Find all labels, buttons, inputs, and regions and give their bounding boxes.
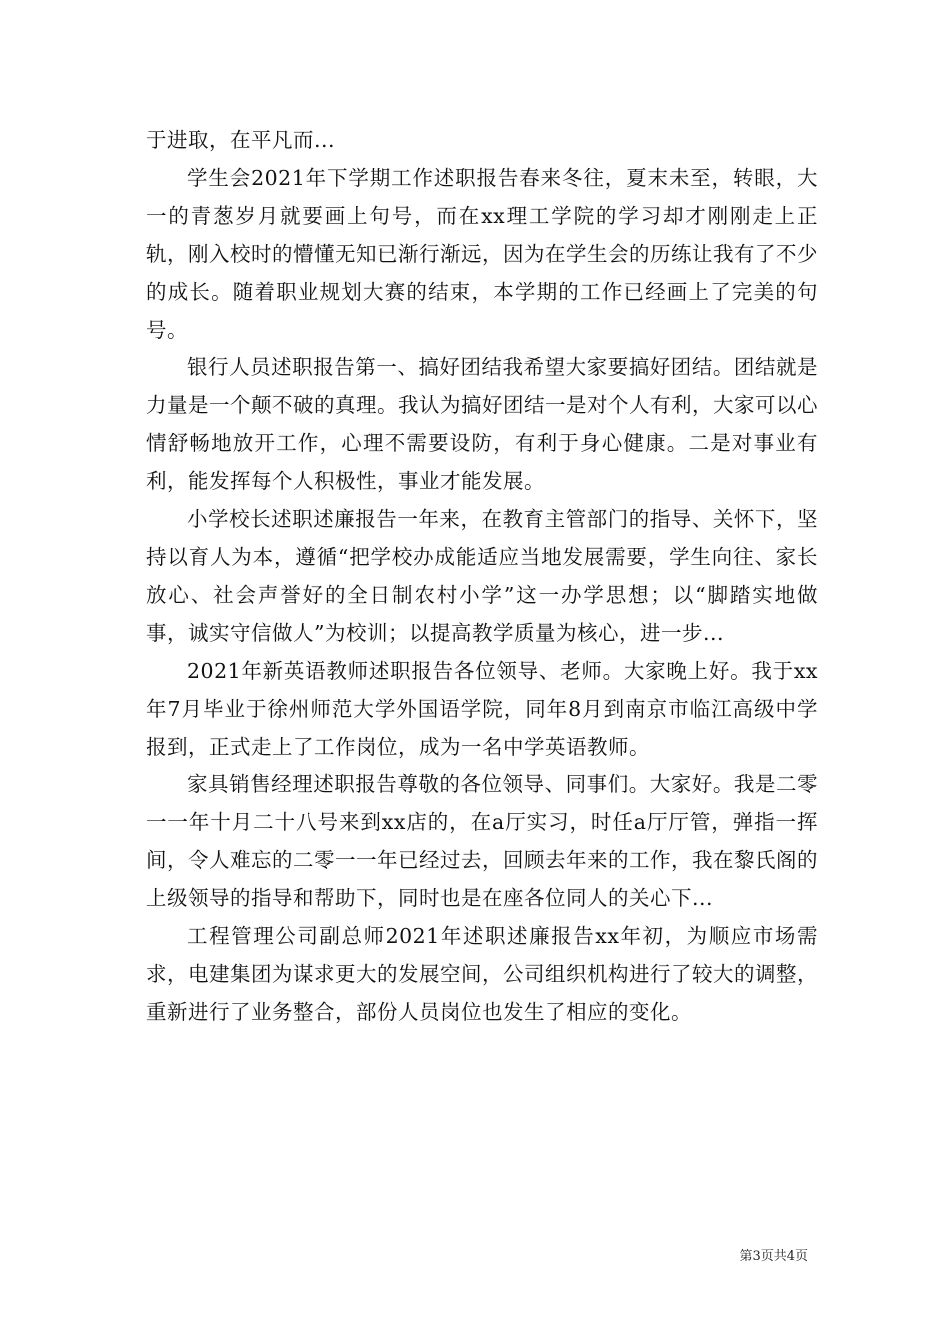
paragraph-english-teacher-report: 2021年新英语教师述职报告各位领导、老师。大家晚上好。我于xx年7月毕业于徐州师范大学外国语学院，同年8月到南京市临江高级中学报到，正式走上了工作岗位，成为一名中学英语教师。 [146,658,818,759]
document-body [146,122,818,1032]
paragraph-bank-staff-report: 银行人员述职报告第一、搞好团结我希望大家要搞好团结。团结就是力量是一个颠不破的真理。我认为搞好团结一是对个人有利，大家可以心情舒畅地放开工作，心理不需要设防，有利于身心健康。二是对事业有利，能发挥每个人积极性，事业才能发展。 [146,355,818,494]
paragraph-engineering-report: 工程管理公司副总师2021年述职述廉报告xx年初，为顺应市场需求，电建集团为谋求更大的发展空间，公司组织机构进行了较大的调整，重新进行了业务整合，部份人员岗位也发生了相应的变化。 [146,924,818,1024]
page-number: 第3页共4页 [739,1249,808,1264]
paragraph-furniture-manager-report: 家具销售经理述职报告尊敬的各位领导、同事们。大家好。我是二零一一年十月二十八号来到xx店的，在a厅实习，时任a厅厅管，弹指一挥间，令人难忘的二零一一年已经过去，回顾去年来的工作，我在黎氏阁的上级领导的指导和帮助下，同时也是在座各位同人的关心下... [146,772,818,911]
paragraph-principal-report: 小学校长述职述廉报告一年来，在教育主管部门的指导、关怀下，坚持以育人为本，遵循“把学校办成能适应当地发展需要，学生向往、家长放心、社会声誉好的全日制农村小学”这一办学思想；以“脚踏实地做事，诚实守信做人”为校训；以提高教学质量为核心，进一步... [146,507,818,645]
paragraph-student-union-report: 学生会2021年下学期工作述职报告春来冬往，夏末未至，转眼，大一的青葱岁月就要画上句号，而在xx理工学院的学习却才刚刚走上正轨，刚入校时的懵懂无知已渐行渐远，因为在学生会的历练让我有了不少的成长。随着职业规划大赛的结束，本学期的工作已经画上了完美的句号。 [146,165,818,342]
page-footer [0,1249,808,1265]
paragraph-continuation: 于进取，在平凡而... [146,128,336,152]
